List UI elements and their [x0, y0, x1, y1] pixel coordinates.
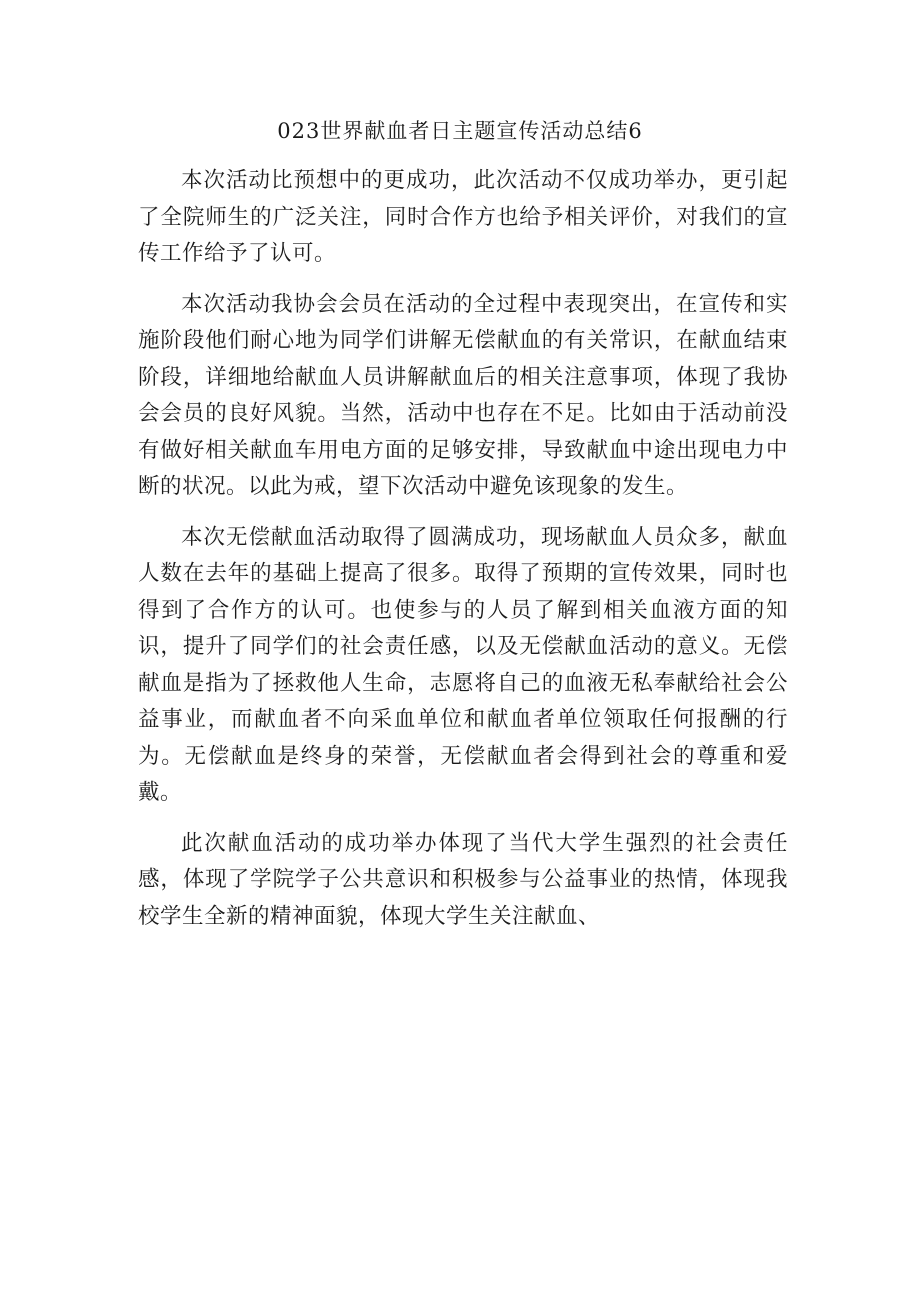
document-body [138, 163, 788, 935]
paragraph-4: 此次献血活动的成功举办体现了当代大学生强烈的社会责任感，体现了学院学子公共意识和积极参与公益事业的热情，体现我校学生全新的精神面貌，体现大学生关注献血、 [138, 830, 788, 929]
document-title: 023世界献血者日主题宣传活动总结6 [277, 119, 643, 143]
paragraph-3: 本次无偿献血活动取得了圆满成功，现场献血人员众多，献血人数在去年的基础上提高了很多。取得了预期的宣传效果，同时也得到了合作方的认可。也使参与的人员了解到相关血液方面的知识，提升了同学们的社会责任感，以及无偿献血活动的意义。无偿献血是指为了拯救他人生命，志愿将自己的血液无私奉献给社会公益事业，而献血者不向采血单位和献血者单位领取任何报酬的行为。无偿献血是终身的荣誉，无偿献血者会得到社会的尊重和爱戴。 [138, 524, 788, 805]
paragraph-1: 本次活动比预想中的更成功，此次活动不仅成功举办，更引起了全院师生的广泛关注，同时合作方也给予相关评价，对我们的宣传工作给予了认可。 [138, 168, 788, 266]
paragraph-2: 本次活动我协会会员在活动的全过程中表现突出，在宣传和实施阶段他们耐心地为同学们讲解无偿献血的有关常识，在献血结束阶段，详细地给献血人员讲解献血后的相关注意事项，体现了我协会会员的良好风貌。当然，活动中也存在不足。比如由于活动前没有做好相关献血车用电方面的足够安排，导致献血中途出现电力中断的状况。以此为戒，望下次活动中避免该现象的发生。 [138, 291, 788, 499]
